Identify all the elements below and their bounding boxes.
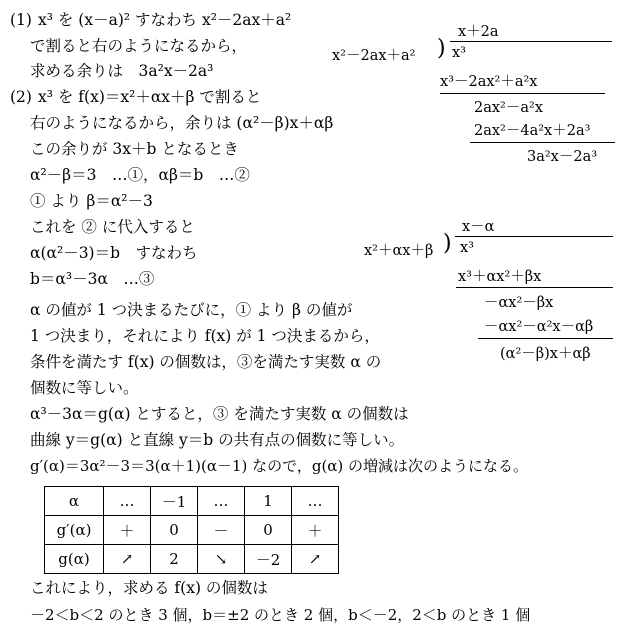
division1-rule-1 [440, 93, 605, 94]
table-cell: … [198, 487, 245, 516]
part2-number: (2) [10, 88, 32, 106]
table-cell: － [198, 516, 245, 545]
table-cell: ↗ [292, 545, 339, 574]
part2-line-9: α の値が 1 つ決まるたびに，① より β の値が [30, 301, 353, 319]
part2-line-1: x³ を f(x)＝x²＋αx＋β で割ると [38, 88, 262, 106]
division1-bracket: ) [437, 36, 446, 61]
table-cell: α [45, 487, 104, 516]
division1-remainder-1: 2ax²－a²x [474, 100, 543, 116]
division1-remainder: 3a²x－2a³ [527, 149, 598, 165]
part2-line-3: この余りが 3x＋b となるとき [30, 140, 239, 158]
part1-line-2: で割ると右のようになるから， [30, 37, 248, 55]
division1-rule-2 [470, 142, 615, 143]
table-cell: 2 [151, 545, 198, 574]
part2-line-6: これを ② に代入すると [30, 218, 195, 236]
part2-line-8: b＝α³－3α …③ [30, 270, 155, 288]
part2-line-4: α²－β＝3 …①，αβ＝b …② [30, 166, 250, 184]
part2-line-14: 曲線 y＝g(α) と直線 y＝b の共有点の個数に等しい。 [30, 431, 405, 449]
division2-remainder-1: －αx²－βx [484, 295, 554, 311]
division2-rule-1 [456, 287, 613, 288]
table-cell: ↘ [198, 545, 245, 574]
table-row-alpha [45, 487, 339, 516]
table-cell: 0 [245, 516, 292, 545]
part2-line-5: ① より β＝α²－3 [30, 192, 153, 210]
table-cell: ＋ [292, 516, 339, 545]
increase-decrease-table [44, 486, 339, 574]
part2-line-12: 個数に等しい。 [30, 379, 139, 397]
table-cell: 0 [151, 516, 198, 545]
division2-step-2: －αx²－α²x－αβ [484, 319, 594, 335]
table-row-derivative [45, 516, 339, 545]
part2-line-11: 条件を満たす f(x) の個数は，③を満たす実数 α の [30, 353, 382, 371]
part2-line-2: 右のようになるから，余りは (α²－β)x＋αβ [30, 114, 334, 132]
division2-bracket: ) [443, 231, 452, 256]
table-cell: －1 [151, 487, 198, 516]
part1-line-1: x³ を (x－a)² すなわち x²－2ax＋a² [38, 11, 292, 29]
division2-step-1: x³＋αx²＋βx [458, 269, 542, 285]
part2-line-7: α(α²－3)＝b すなわち [30, 244, 198, 262]
table-cell: … [104, 487, 151, 516]
table-cell: ＋ [104, 516, 151, 545]
division2-vinculum [455, 236, 613, 237]
division2-rule-2 [478, 338, 613, 339]
table-cell: g(α) [45, 545, 104, 574]
division1-step-1: x³－2ax²＋a²x [440, 74, 538, 90]
division1-divisor: x²－2ax＋a² [332, 48, 416, 64]
division2-remainder: (α²－β)x＋αβ [500, 346, 591, 362]
table-cell: … [292, 487, 339, 516]
part2-line-10: 1 つ決まり，それにより f(x) が 1 つ決まるから， [30, 327, 380, 345]
division1-vinculum [450, 41, 612, 42]
table-cell: g′(α) [45, 516, 104, 545]
division2-dividend: x³ [460, 240, 474, 256]
division2-divisor: x²＋αx＋β [364, 243, 434, 259]
conclusion-line-2: －2＜b＜2 のとき 3 個，b＝±2 のとき 2 個，b＜－2，2＜b のとき 1 個 [30, 606, 531, 624]
division2-quotient: x－α [462, 219, 495, 235]
part2-line-15: g′(α)＝3α²－3＝3(α＋1)(α－1) なので，g(α) の増減は次のようになる。 [30, 457, 529, 475]
table-cell: －2 [245, 545, 292, 574]
conclusion-line-1: これにより，求める f(x) の個数は [30, 579, 268, 597]
table-cell: ↗ [104, 545, 151, 574]
table-cell: 1 [245, 487, 292, 516]
part1-number: (1) [10, 11, 32, 29]
division1-quotient: x＋2a [458, 24, 499, 40]
division1-dividend: x³ [452, 45, 466, 61]
part2-line-13: α³－3α＝g(α) とすると，③ を満たす実数 α の個数は [30, 405, 409, 423]
table-row-function [45, 545, 339, 574]
part1-line-3: 求める余りは 3a²x－2a³ [30, 62, 214, 80]
division1-step-2: 2ax²－4a²x＋2a³ [474, 123, 591, 139]
